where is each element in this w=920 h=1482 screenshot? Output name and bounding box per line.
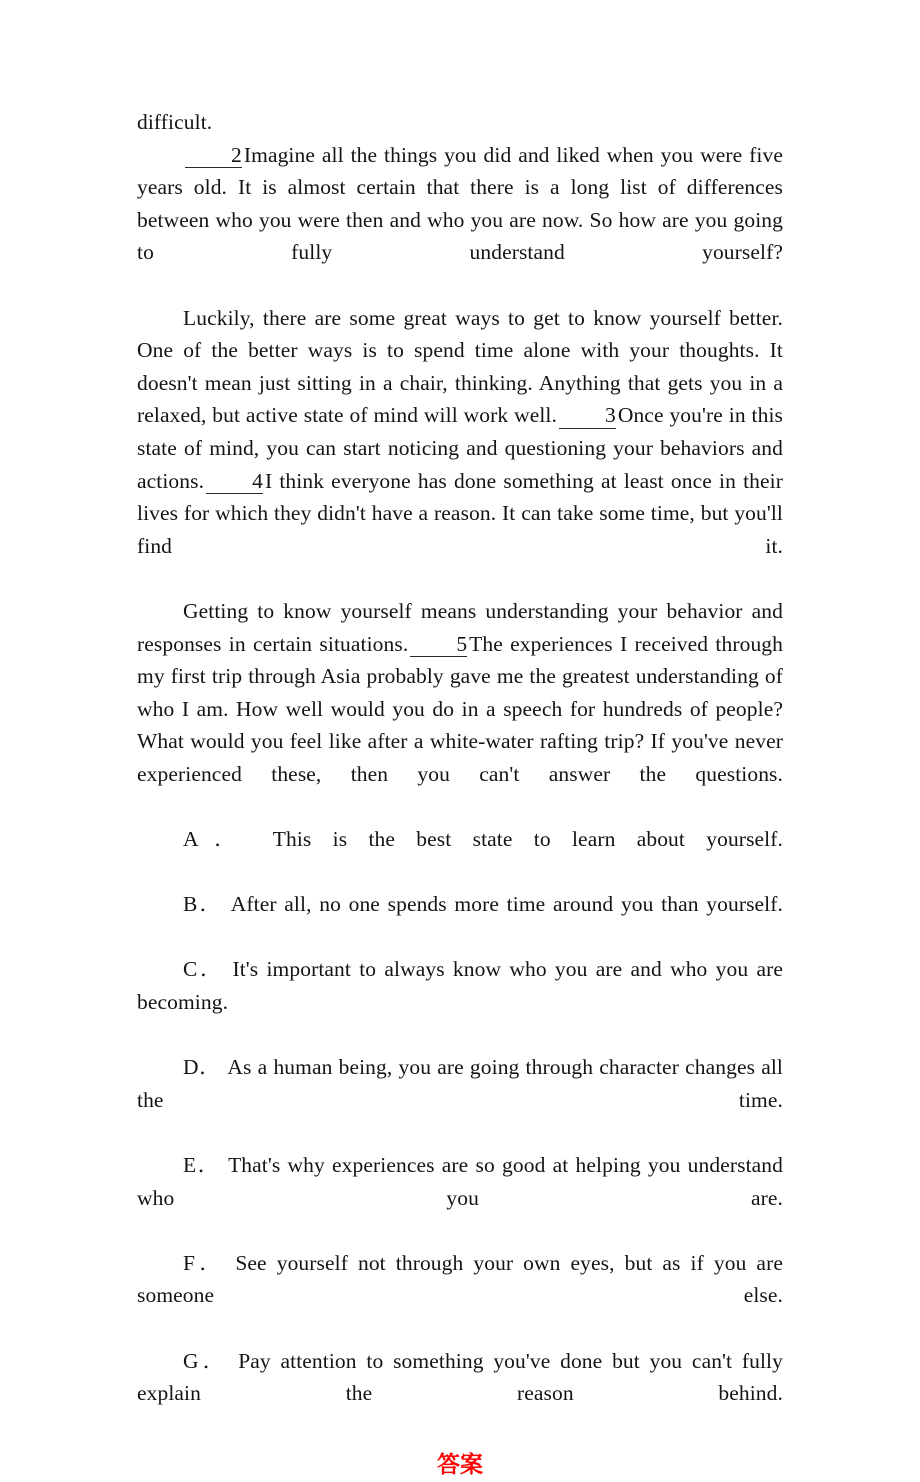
option-b-separator: ． bbox=[197, 892, 224, 917]
paragraph-blank-2 bbox=[137, 139, 783, 302]
option-a-separator: ． bbox=[198, 827, 252, 852]
option-f-text: See yourself not through your own eyes, but as if you are someone else. bbox=[137, 1250, 783, 1308]
answer-heading bbox=[137, 1442, 783, 1482]
option-g[interactable] bbox=[137, 1345, 783, 1443]
option-b-letter: B bbox=[183, 892, 198, 917]
blank-3[interactable]: 3 bbox=[559, 404, 616, 429]
option-g-separator: ． bbox=[198, 1348, 229, 1373]
option-e-text: That's why experiences are so good at helping you understand who you are. bbox=[137, 1153, 783, 1210]
option-g-letter: G bbox=[183, 1348, 199, 1373]
option-d-letter: D bbox=[183, 1055, 199, 1080]
option-c-letter: C bbox=[183, 957, 198, 982]
option-d[interactable] bbox=[137, 1051, 783, 1149]
option-f[interactable] bbox=[137, 1247, 783, 1345]
option-c[interactable] bbox=[137, 953, 783, 1051]
option-a-letter: A bbox=[183, 827, 199, 852]
option-f-separator: ． bbox=[195, 1250, 226, 1275]
paragraph-2-text: Imagine all the things you did and liked when you were five years old. It is almost certain that there is a long list of differences between who you were then and who you are now. So how are you going to fully understand yourself? bbox=[137, 142, 783, 265]
option-d-separator: ． bbox=[198, 1055, 222, 1080]
option-a-text: This is the best state to learn about yourself. bbox=[272, 827, 783, 852]
option-g-text: Pay attention to something you've done but you can't fully explain the reason behind. bbox=[137, 1348, 783, 1406]
blank-4[interactable]: 4 bbox=[206, 470, 263, 495]
paragraph-blank-3-4 bbox=[137, 302, 783, 595]
answer-label: 答案 bbox=[437, 1452, 483, 1479]
option-e-separator: ． bbox=[196, 1153, 221, 1177]
paragraph-blank-5 bbox=[137, 595, 783, 823]
option-e-letter: E bbox=[183, 1153, 197, 1177]
paragraph-3-text-after: Once you're in this state of mind, you can start noticing and questioning your behaviors and actions. bbox=[137, 403, 783, 493]
option-c-text: It's important to always know who you are and who you are becoming. bbox=[137, 957, 783, 1015]
option-f-letter: F bbox=[183, 1250, 196, 1275]
paragraph-5-text-before: Getting to know yourself means understanding your behavior and responses in certain situations. bbox=[137, 598, 783, 656]
option-b-text: After all, no one spends more time around you than yourself. bbox=[230, 892, 783, 917]
option-c-separator: ． bbox=[197, 957, 225, 982]
blank-2[interactable]: 2 bbox=[185, 144, 242, 169]
blank-5[interactable]: 5 bbox=[410, 633, 467, 658]
option-d-text: As a human being, you are going through character changes all the time. bbox=[137, 1055, 783, 1112]
option-b[interactable] bbox=[137, 888, 783, 953]
paragraph-4-text-after: I think everyone has done something at least once in their lives for which they didn't have a reason. It can take some time, but you'll find it. bbox=[137, 468, 783, 558]
option-a[interactable] bbox=[137, 823, 783, 888]
continuation-line: difficult. bbox=[137, 110, 213, 134]
option-e[interactable] bbox=[137, 1149, 783, 1247]
paragraph-3-text-before: Luckily, there are some great ways to get to know yourself better. One of the better ways is to spend time alone with your thoughts. It doesn't mean just sitting in a chair, thinking. Anything that gets you in a relaxed, but active state of mind will work well. bbox=[137, 305, 783, 428]
paragraph-5-text-after: The experiences I received through my first trip through Asia probably gave me the greatest understanding of who I am. How well would you do in a speech for hundreds of people? What would you feel like after a white-water rafting trip? If you've never experienced these, then you can't answer the questions. bbox=[137, 631, 783, 786]
page-content bbox=[137, 106, 783, 1482]
